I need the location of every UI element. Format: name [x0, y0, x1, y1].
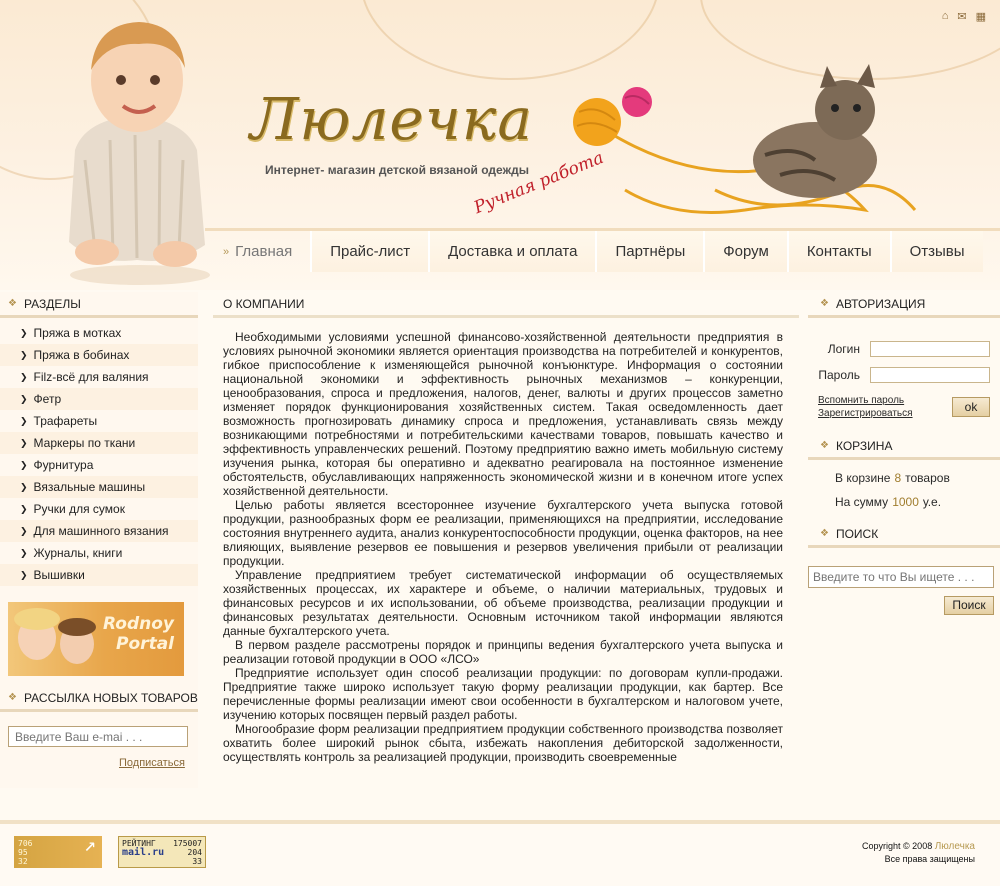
tagline: Интернет- магазин детской вязаной одежды — [265, 163, 529, 177]
cart-sum-line: На сумму 1000 у.е. — [835, 495, 942, 509]
mailru-rating-counter[interactable]: РЕЙТИНГ 175007 mail.ru 204 33 — [118, 836, 206, 868]
home-icon[interactable]: ⌂ — [941, 10, 949, 22]
category-item[interactable]: ❯ Журналы, книги — [20, 546, 123, 560]
login-input[interactable] — [870, 341, 990, 357]
main-nav — [205, 228, 1000, 272]
nav-contacts[interactable]: Контакты — [787, 231, 890, 272]
cart-sum: 1000 — [892, 495, 919, 509]
category-item[interactable]: ❯ Маркеры по ткани — [0, 432, 198, 454]
top-icons — [942, 10, 986, 23]
left-column — [0, 292, 198, 788]
article-paragraph: В первом разделе рассмотрены порядок и принципы ведения бухгалтерского учета выпуска и реализации готовой продукции в ООО «ЛСО» — [223, 638, 783, 666]
newsletter-email-input[interactable] — [8, 726, 188, 747]
register-link[interactable]: Зарегистрироваться — [818, 408, 913, 419]
category-list — [0, 322, 198, 586]
article-paragraph: Необходимыми условиями успешной финансово-хозяйственной деятельности предприятия в условиях рыночной экономики является ориентация производства на потребителей и конкурентов, гибкое приспособление к изменяющейся рыночной конъюнктуре. Информация о состоянии национальной экономики и эффективность рыночных механизмов – конкуренции, ценообразования, спроса и предложения, налогов, денег, валюты и других процессов заметно изменяет порядок функционирования хозяйственных систем. Такая осведомленность дает возможность прогнозировать динамику спроса и предложения, устанавливать связь между возникающими потребностями и потребительскими качествами товаров, повышать качество и эффективность управленческих решений. Поэтому предприятию важно иметь мобильную систему изучения рынка, которая бы оперативно и адекватно реагировала на постоянное изменение обстоятельств, обуславливающих напряженность экономической жизни и в конечном итоге успех хозяйственной деятельности. — [223, 330, 783, 498]
newsletter-title: РАССЫЛКА НОВЫХ ТОВАРОВ — [23, 690, 198, 705]
banner-hair — [14, 608, 60, 630]
password-label: Пароль — [818, 368, 860, 382]
category-item[interactable]: ❯ Вышивки — [0, 564, 198, 586]
banner-text: Rodnoy Portal — [103, 614, 174, 654]
kitten-yarn-illustration — [565, 60, 925, 230]
article-paragraph: Многообразие форм реализации предприятием продукции собственного производства позволяет охватить более широкий рынок сбыта, избежать накопления дебиторской задолженности, осуществлять контроль за реализацией продукции, производить своевременные — [223, 722, 783, 764]
category-item[interactable]: ❯ Пряжа в мотках — [20, 326, 122, 340]
article-paragraph: Управление предприятием требует систематической информации об осуществляемых хозяйственных процессах, их характере и объеме, о наличии материальных, трудовых и финансовых ресурсов и их использовании, об объеме производства, реализации продукции и финансовых результатах деятельности. Основным источником такой информации являются данные бухгалтерского учета. — [223, 568, 783, 638]
right-column — [808, 292, 1000, 788]
chevron-right-icon: ❯ — [20, 327, 28, 338]
sections-header — [0, 292, 198, 318]
password-input[interactable] — [870, 367, 990, 383]
remember-password-link[interactable]: Вспомнить пароль — [818, 395, 905, 406]
category-item[interactable]: ❯ Вязальные машины — [0, 476, 198, 498]
diamond-icon: ❖ — [8, 298, 17, 309]
cart-count-line: В корзине 8 товаров — [835, 471, 950, 485]
chevron-right-icon: ❯ — [20, 481, 28, 492]
article-paragraph: Целью работы является всестороннее изучение бухгалтерского учета выпуска готовой продукции, разнообразных форм ее реализации, применяющихся на предприятии, исследование состояния внутреннего аудита, анализ конкурентоспособности продукции, оценка факторов, на нее влияющих, выявление резервов ее повышения и резервов увеличения прибыли от реализации продукции. — [223, 498, 783, 568]
chevron-right-icon: ❯ — [20, 437, 28, 448]
chevron-right-icon: ❯ — [20, 459, 28, 470]
category-item[interactable]: ❯ Фурнитура — [20, 458, 94, 472]
mail-icon[interactable]: ✉ — [957, 11, 967, 23]
diamond-icon: ❖ — [820, 298, 829, 309]
search-input[interactable] — [808, 566, 994, 588]
login-row — [808, 336, 1000, 362]
subscribe-link[interactable]: Подписаться — [119, 757, 185, 769]
article-paragraph: Предприятие использует один способ реализации продукции: по договорам купли-продажи. Предприятие также широко использует такую форму реализации продукции, как бартер. Все перечисленные формы реализации имеют свои особенности в бухгалтерском и налоговом учете, изучению которых посвящен первый раздел работы. — [223, 666, 783, 722]
chevron-right-icon: ❯ — [20, 393, 28, 404]
nav-home[interactable] — [205, 231, 310, 272]
search-button[interactable]: Поиск — [944, 596, 994, 615]
copyright: Copyright © 2008 Люлечка Все права защищены — [862, 841, 975, 864]
site-footer — [0, 820, 1000, 886]
nav-reviews[interactable]: Отзывы — [890, 231, 983, 272]
newsletter-header — [0, 686, 198, 712]
content-title: О КОМПАНИИ — [223, 296, 305, 311]
nav-delivery[interactable]: Доставка и оплата — [428, 231, 595, 272]
cart-title: КОРЗИНА — [835, 438, 893, 453]
arrow-up-right-icon: ↗ — [83, 832, 96, 856]
logo-text[interactable]: Люлечка — [250, 85, 534, 153]
content-header — [213, 292, 799, 318]
auth-actions — [808, 394, 1000, 420]
chevron-right-icon: ❯ — [20, 349, 28, 360]
category-item[interactable]: ❯ Ручки для сумок — [20, 502, 125, 516]
chevron-right-icon: ❯ — [20, 415, 28, 426]
site-header — [0, 0, 1000, 290]
login-ok-button[interactable]: ok — [952, 397, 990, 417]
chevron-right-icon: ❯ — [20, 569, 28, 580]
article-text — [223, 330, 783, 780]
search-header — [808, 522, 1000, 548]
diamond-icon: ❖ — [820, 528, 829, 539]
chevron-right-icon: ❯ — [20, 525, 28, 536]
liveinternet-counter[interactable]: 706 95 32 ↗ — [14, 836, 102, 868]
diamond-icon: ❖ — [8, 692, 17, 703]
double-arrow-icon: » — [223, 245, 230, 258]
login-label: Логин — [827, 342, 860, 356]
nav-home-label: Главная — [235, 243, 293, 260]
category-item[interactable]: ❯ Трафареты — [20, 414, 98, 428]
auth-title: АВТОРИЗАЦИЯ — [835, 296, 926, 311]
diamond-icon: ❖ — [820, 440, 829, 451]
cart-header — [808, 434, 1000, 460]
child-illustration — [55, 10, 215, 285]
chevron-right-icon: ❯ — [20, 503, 28, 514]
sitemap-icon[interactable]: ▦ — [975, 11, 986, 23]
handmade-caption: Ручная работа — [471, 147, 607, 219]
cart-count: 8 — [894, 471, 902, 485]
search-title: ПОИСК — [835, 526, 879, 541]
auth-links — [818, 394, 913, 420]
rodnoy-portal-banner[interactable] — [8, 602, 184, 676]
nav-price[interactable]: Прайс-лист — [310, 231, 428, 272]
password-row — [808, 362, 1000, 388]
category-item[interactable]: ❯ Пряжа в бобинах — [0, 344, 198, 366]
main-content — [213, 292, 799, 788]
chevron-right-icon: ❯ — [20, 371, 28, 382]
sections-title: РАЗДЕЛЫ — [23, 296, 81, 311]
category-item[interactable]: ❯ Для машинного вязания — [0, 520, 198, 542]
auth-header — [808, 292, 1000, 318]
nav-forum[interactable]: Форум — [703, 231, 787, 272]
category-item[interactable]: ❯ Фетр — [0, 388, 198, 410]
category-item[interactable]: ❯ Filz-всё для валяния — [20, 370, 149, 384]
nav-partners[interactable]: Партнёры — [595, 231, 703, 272]
banner-hair — [58, 618, 96, 636]
chevron-right-icon: ❯ — [20, 547, 28, 558]
